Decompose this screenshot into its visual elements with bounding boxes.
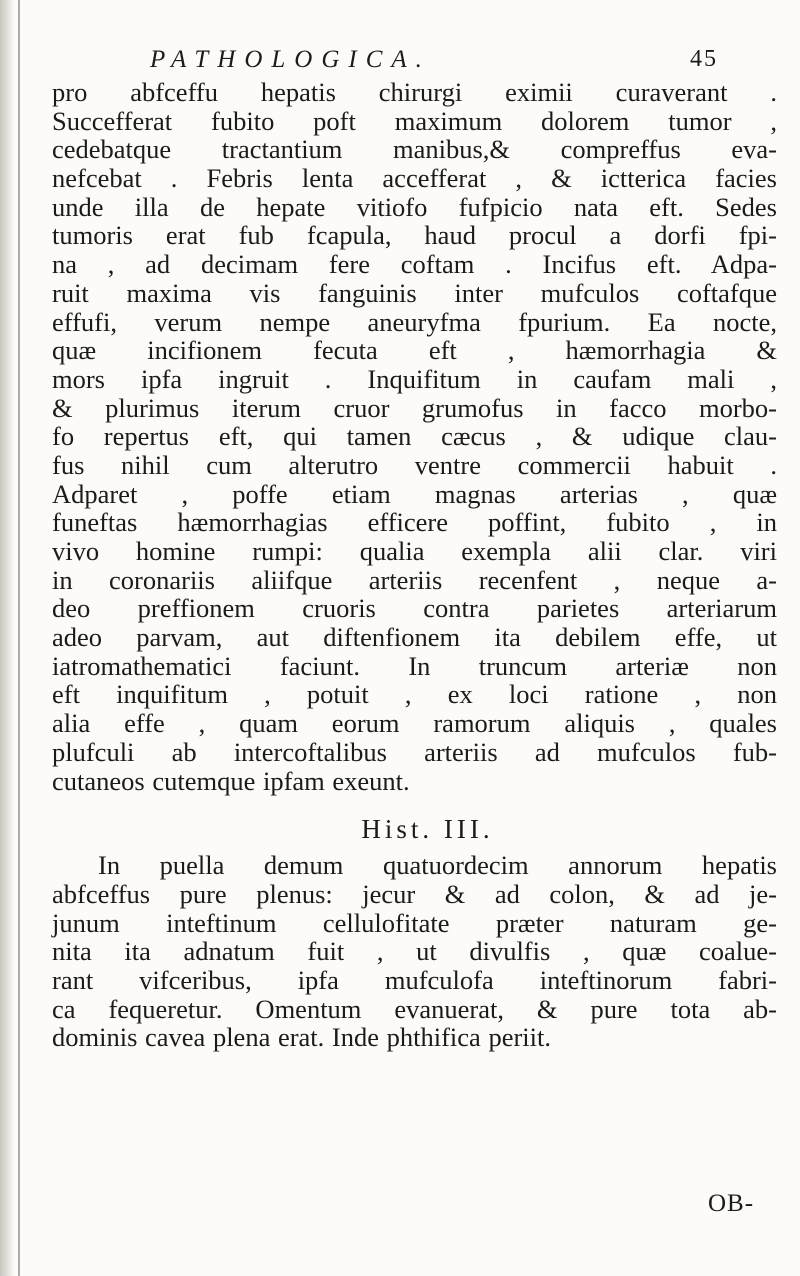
text-line: fus nihil cum alterutro ventre commercii habuit . [52,449,777,480]
text-line: cutaneos cutemque ipfam exeunt. [52,765,410,796]
text-line: Succefferat fubito poft maximum dolorem tumor , [52,105,777,136]
text-line: tumoris erat fub fcapula, haud procul a dorfi fpi- [52,220,777,251]
text-line: quæ incifionem fecuta eft , hæmorrhagia & [52,335,777,366]
text-line: unde illa de hepate vitiofo fufpicio nata eft. Sedes [52,191,777,222]
text-line: pro abfceffu hepatis chirurgi eximii curaverant . [52,77,777,107]
section-heading: Hist. III. [361,814,494,845]
binding-line [18,0,20,1276]
text-line: alia effe , quam eorum ramorum aliquis , quales [52,708,777,739]
text-line: na , ad decimam fere coftam . Incifus eft. Adpa- [52,249,777,280]
page-number: 45 [690,46,718,72]
text-line: vivo homine rumpi: qualia exempla alii clar. viri [52,536,777,566]
binding-shadow [0,0,14,1276]
text-line: junum inteftinum cellulofitate præter naturam ge- [52,907,777,938]
paragraph-2 [52,851,777,1052]
text-line: abfceffus pure plenus: jecur & ad colon, & ad je- [52,878,777,909]
text-line: funeftas hæmorrhagias efficere poffint, fubito , in [52,507,777,538]
text-line: cedebatque tractantium manibus,& compreffus eva- [52,134,777,165]
text-line: rant vifceribus, ipfa mufculofa inteftinorum fabri- [52,964,777,995]
text-line: in coronariis aliifque arteriis recenfent , neque a- [52,564,777,595]
text-line: In puella demum quatuordecim annorum hepatis [98,850,777,881]
text-line: Adparet , poffe etiam magnas arterias , quæ [52,478,777,509]
running-title: PATHOLOGICA. [150,46,431,73]
text-line: effufi, verum nempe aneuryfma fpurium. Ea nocte, [52,306,777,337]
text-line: eft inquifitum , potuit , ex loci ratione , non [52,679,777,710]
text-line: nita ita adnatum fuit , ut divulfis , quæ coalue- [52,936,777,967]
text-line: adeo parvam, aut diftenfionem ita debilem effe, ut [52,622,777,653]
paragraph-1 [52,78,777,795]
text-line: ruit maxima vis fanguinis inter mufculos coftafque [52,277,777,308]
text-line: & plurimus iterum cruor grumofus in facco morbo- [52,392,777,423]
text-line: plufculi ab intercoftalibus arteriis ad mufculos fub- [52,736,777,767]
text-line: deo preffionem cruoris contra parietes arteriarum [52,593,777,624]
catchword: OB- [708,1190,755,1217]
text-line: iatromathematici faciunt. In truncum arteriæ non [52,650,777,681]
text-line: ca fequeretur. Omentum evanuerat, & pure tota ab- [52,993,777,1024]
text-line: mors ipfa ingruit . Inquifitum in caufam mali , [52,363,777,394]
text-line: nefcebat . Febris lenta accefferat , & ictterica facies [52,163,777,194]
text-line: fo repertus eft, qui tamen cæcus , & udique clau- [52,421,777,452]
body-text [52,78,777,1052]
text-line: dominis cavea plena erat. Inde phthifica periit. [52,1022,551,1053]
